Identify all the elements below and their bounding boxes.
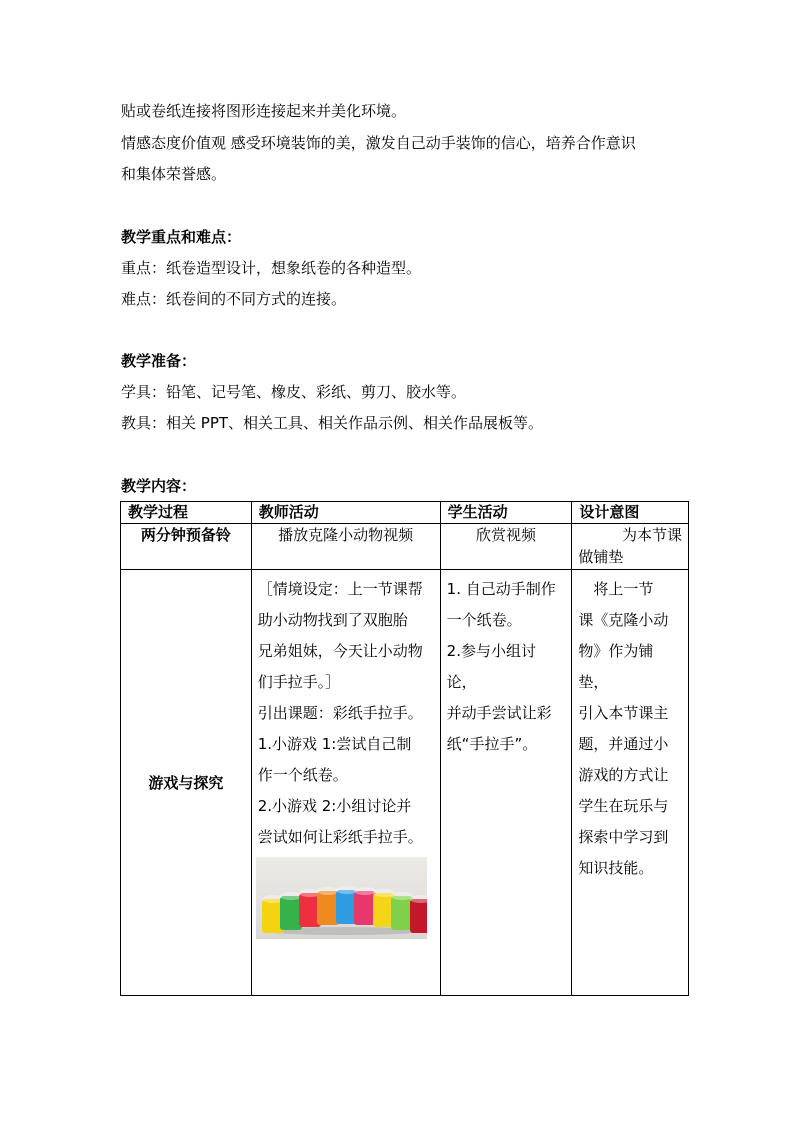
lesson-table [120, 501, 689, 996]
student-line: 一个纸卷。 [446, 611, 522, 629]
intent-line: 题，并通过小 [578, 735, 669, 753]
intent-line: 引入本节课主 [578, 704, 669, 722]
intro-line-1: 贴或卷纸连接将图形连接起来并美化环境。 [121, 102, 407, 120]
row2-intent-text [572, 570, 688, 884]
student-line: 1. 自己动手制作 [446, 580, 556, 598]
row2-intent [572, 570, 689, 996]
key-point-difficulty: 难点：纸卷间的不同方式的连接。 [121, 290, 347, 308]
table-row [121, 524, 689, 570]
row2-process: 游戏与探究 [121, 570, 252, 996]
intent-line: 知识技能。 [578, 859, 654, 877]
row1-intent-line-2: 做铺垫 [578, 548, 624, 566]
paper-rolls-photo [256, 857, 427, 939]
teacher-line: 兄弟姐妹，今天让小动物 [257, 642, 423, 660]
teacher-line: 们手拉手。］ [257, 673, 341, 691]
intro-line-2: 情感态度价值观 感受环境装饰的美，激发自己动手装饰的信心，培养合作意识 [121, 134, 636, 152]
student-line: 纸“手拉手”。 [446, 735, 538, 753]
row1-intent [572, 524, 689, 570]
preparation-heading: 教学准备： [121, 352, 197, 370]
intent-line: 将上一节 [578, 580, 654, 598]
teacher-line: 2.小游戏 2:小组讨论并 [257, 797, 412, 815]
row1-student: 欣赏视频 [440, 524, 572, 570]
paper-roll [410, 899, 427, 933]
key-points-heading: 教学重点和难点： [121, 228, 242, 246]
row2-teacher [251, 570, 440, 996]
teacher-line: ［情境设定：上一节课帮 [257, 580, 423, 598]
row2-student-text [441, 570, 572, 760]
header-teacher-activity: 教师活动 [251, 502, 440, 524]
table-row [121, 570, 689, 996]
intent-line: 游戏的方式让 [578, 766, 669, 784]
header-process: 教学过程 [121, 502, 252, 524]
content-heading: 教学内容： [121, 477, 197, 495]
intent-line: 课《克隆小动 [578, 611, 669, 629]
preparation-student: 学具：铅笔、记号笔、橡皮、彩纸、剪刀、胶水等。 [121, 383, 467, 401]
intent-line: 物》作为铺垫， [578, 642, 654, 691]
row1-process: 两分钟预备铃 [121, 524, 252, 570]
header-student-activity: 学生活动 [440, 502, 572, 524]
teacher-line: 作一个纸卷。 [257, 766, 348, 784]
intro-line-3: 和集体荣誉感。 [121, 165, 227, 183]
teacher-line: 尝试如何让彩纸手拉手。 [257, 828, 423, 846]
row1-teacher: 播放克隆小动物视频 [251, 524, 440, 570]
row1-intent-line-1: 为本节课 [621, 526, 682, 544]
student-line: 2.参与小组讨论， [446, 642, 536, 691]
teacher-line: 1.小游戏 1:尝试自己制 [257, 735, 412, 753]
key-point-focus: 重点：纸卷造型设计，想象纸卷的各种造型。 [121, 259, 422, 277]
preparation-teacher: 教具：相关 PPT、相关工具、相关作品示例、相关作品展板等。 [121, 414, 544, 432]
table-header-row [121, 502, 689, 524]
row2-student [440, 570, 572, 996]
header-design-intent: 设计意图 [572, 502, 689, 524]
row2-teacher-text [252, 570, 440, 853]
student-line: 并动手尝试让彩 [446, 704, 552, 722]
teacher-line: 引出课题：彩纸手拉手。 [257, 704, 423, 722]
intent-line: 学生在玩乐与 [578, 797, 669, 815]
teacher-line: 助小动物找到了双胞胎 [257, 611, 408, 629]
intent-line: 探索中学习到 [578, 828, 669, 846]
